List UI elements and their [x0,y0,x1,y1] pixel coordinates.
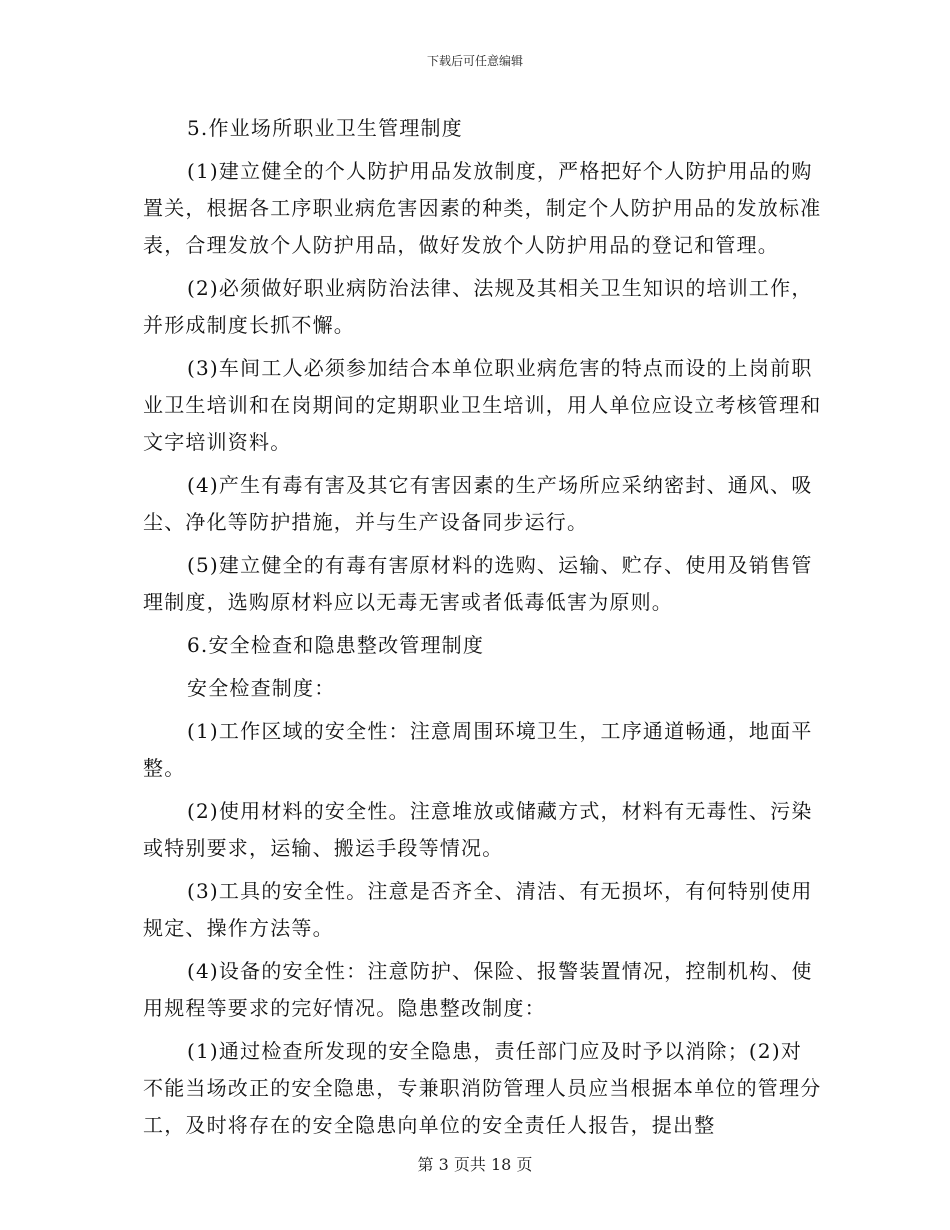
page-footer: 第 3 页共 18 页 [417,1155,533,1174]
section-heading-5: 5.作业场所职业卫生管理制度 [187,116,463,140]
paragraph: (2)必须做好职业病防治法律、法规及其相关卫生知识的培训工作，并形成制度长抓不懈。 [143,276,813,337]
page-header: 下载后可任意编辑 [426,54,523,68]
paragraph: (4)产生有毒有害及其它有害因素的生产场所应采纳密封、通风、吸尘、净化等防护措施，并与生产设备同步运行。 [143,473,813,534]
subheading-safety-inspection: 安全检查制度： [187,676,336,700]
paragraph: (3)工具的安全性。注意是否齐全、清洁、有无损坏，有何特别使用规定、操作方法等。 [143,879,813,940]
document-body [143,110,823,1150]
paragraph: (5)建立健全的有毒有害原材料的选购、运输、贮存、使用及销售管理制度，选购原材料应以无毒无害或者低毒低害为原则。 [143,553,813,614]
section-heading-6: 6.安全检查和隐患整改管理制度 [187,633,485,657]
paragraph: (4)设备的安全性：注意防护、保险、报警装置情况，控制机构、使用规程等要求的完好情况。隐患整改制度： [143,959,813,1020]
paragraph: (3)车间工人必须参加结合本单位职业病危害的特点而设的上岗前职业卫生培训和在岗期间的定期职业卫生培训，用人单位应设立考核管理和文字培训资料。 [143,356,822,454]
paragraph: (2)使用材料的安全性。注意堆放或储藏方式，材料有无毒性、污染或特别要求，运输、搬运手段等情况。 [143,799,813,860]
paragraph: (1)建立健全的个人防护用品发放制度，严格把好个人防护用品的购置关，根据各工序职业病危害因素的种类，制定个人防护用品的发放标准表，合理发放个人防护用品，做好发放个人防护用品的登记和管理。 [143,159,822,257]
paragraph: (1)通过检查所发现的安全隐患，责任部门应及时予以消除；(2)对不能当场改正的安全隐患，专兼职消防管理人员应当根据本单位的管理分工，及时将存在的安全隐患向单位的安全责任人报告，提出整 [143,1039,822,1137]
paragraph: (1)工作区域的安全性：注意周围环境卫生，工序通道畅通，地面平整。 [143,719,813,780]
